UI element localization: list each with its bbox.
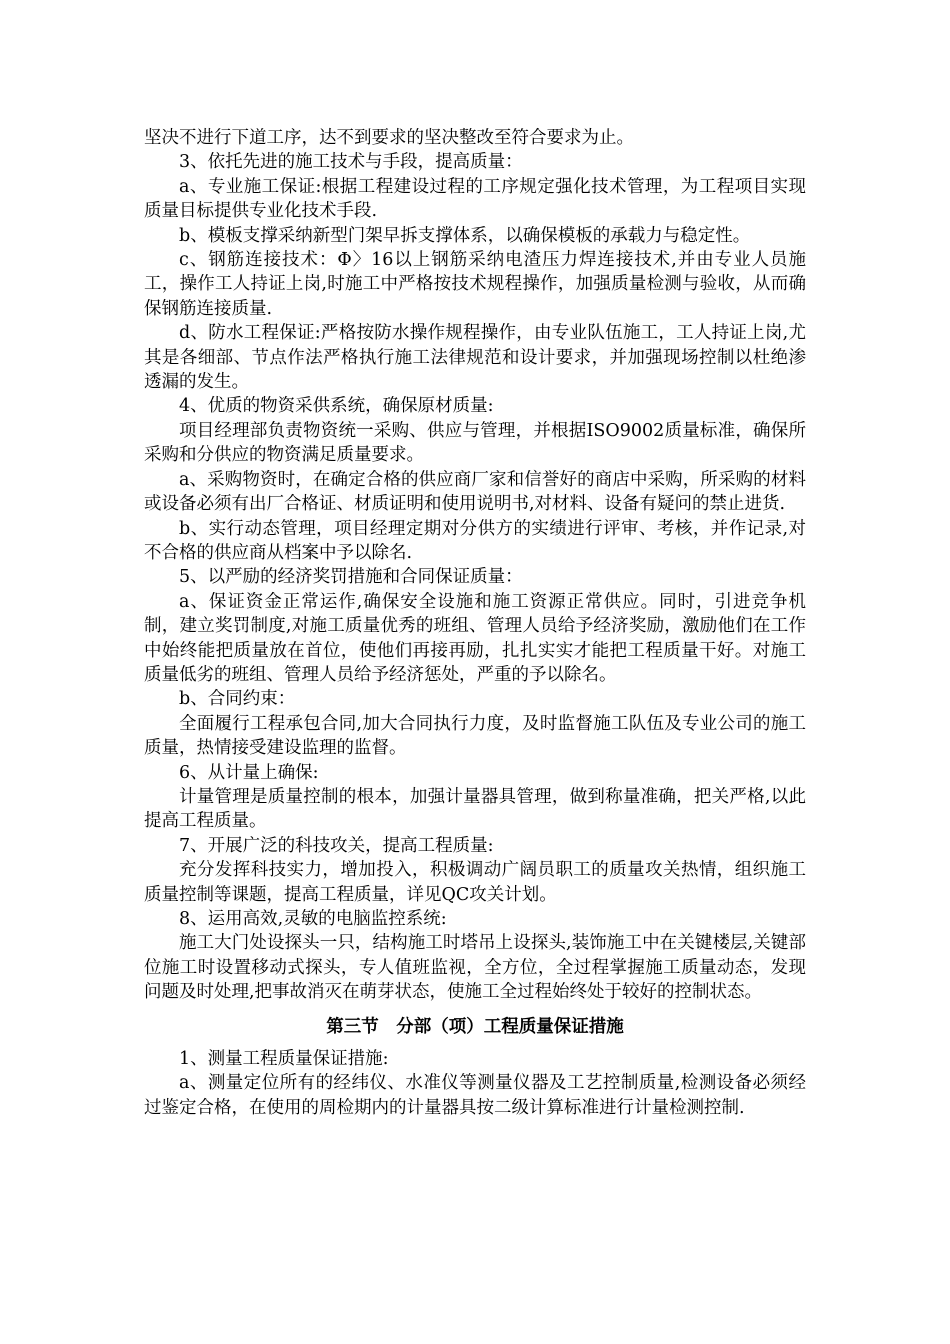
body-text-before xyxy=(144,126,806,1005)
paragraph: a、保证资金正常运作,确保安全设施和施工资源正常供应。同时，引进竞争机制，建立奖罚制度,对施工质量优秀的班组、管理人员给予经济奖励，激励他们在工作中始终能把质量放在首位，使他们再接再励，扎扎实实才能把工程质量干好。对施工质量低劣的班组、管理人员给予经济惩处，严重的予以除名。 xyxy=(144,591,806,685)
body-text-after xyxy=(144,1047,806,1120)
paragraph: 8、运用高效,灵敏的电脑监控系统: xyxy=(179,909,447,929)
paragraph: 3、依托先进的施工技术与手段，提高质量： xyxy=(179,152,523,173)
paragraph: 6、从计量上确保: xyxy=(179,762,319,783)
paragraph: 充分发挥科技实力，增加投入，积极调动广阔员职工的质量攻关热情，组织施工质量控制等课题，提高工程质量，详见QC攻关计划。 xyxy=(144,860,806,905)
paragraph: b、合同约束： xyxy=(179,689,296,710)
paragraph: c、钢筋连接技术：Φ〉16以上钢筋采纳电渣压力焊连接技术,并由专业人员施工，操作工人持证上岗,时施工中严格按技术规程操作，加强质量检测与验收，从而确保钢筋连接质量. xyxy=(144,250,806,319)
paragraph: a、测量定位所有的经纬仪、水准仪等测量仪器及工艺控制质量,检测设备必须经过鉴定合格，在使用的周检期内的计量器具按二级计算标准进行计量检测控制. xyxy=(144,1073,806,1118)
paragraph: a、采购物资时，在确定合格的供应商厂家和信誉好的商店中采购，所采购的材料或设备必须有出厂合格证、材质证明和使用说明书,对材料、设备有疑问的禁止进货. xyxy=(144,469,806,515)
paragraph: 5、以严励的经济奖罚措施和合同保证质量： xyxy=(179,567,523,588)
paragraph: 施工大门处设探头一只，结构施工时塔吊上设探头,装饰施工中在关键楼层,关键部位施工时设置移动式探头，专人值班监视，全方位，全过程掌握施工质量动态，发现问题及时处理,把事故消灭在萌芽状态，使施工全过程始终处于较好的控制状态。 xyxy=(144,933,806,1003)
paragraph: 全面履行工程承包合同,加大合同执行力度，及时监督施工队伍及专业公司的施工质量，热情接受建设监理的监督。 xyxy=(144,713,806,759)
paragraph: d、防水工程保证:严格按防水操作规程操作，由专业队伍施工，工人持证上岗,尤其是各细部、节点作法严格执行施工法律规范和设计要求，并加强现场控制以杜绝渗透漏的发生。 xyxy=(144,323,806,393)
section-heading: 第三节 分部（项）工程质量保证措施 xyxy=(326,1016,624,1037)
paragraph: 坚决不进行下道工序，达不到要求的坚决整改至符合要求为止。 xyxy=(144,128,634,148)
paragraph: 1、测量工程质量保证措施: xyxy=(179,1049,389,1070)
document-page xyxy=(144,126,806,1120)
paragraph: b、模板支撑采纳新型门架早拆支撑体系，以确保模板的承载力与稳定性。 xyxy=(179,225,751,246)
paragraph: 7、开展广泛的科技攻关，提高工程质量: xyxy=(179,835,494,856)
paragraph: 4、优质的物资采供系统，确保原材质量: xyxy=(179,396,494,417)
paragraph: a、专业施工保证:根据工程建设过程的工序规定强化技术管理，为工程项目实现质量目标提供专业化技术手段. xyxy=(144,176,806,222)
paragraph: b、实行动态管理，项目经理定期对分供方的实绩进行评审、考核，并作记录,对不合格的供应商从档案中予以除名. xyxy=(144,518,806,563)
paragraph: 项目经理部负责物资统一采购、供应与管理，并根据ISO9002质量标准，确保所采购和分供应的物资满足质量要求。 xyxy=(144,420,806,466)
paragraph: 计量管理是质量控制的根本，加强计量器具管理，做到称量准确，把关严格,以此提高工程质量。 xyxy=(144,786,806,832)
